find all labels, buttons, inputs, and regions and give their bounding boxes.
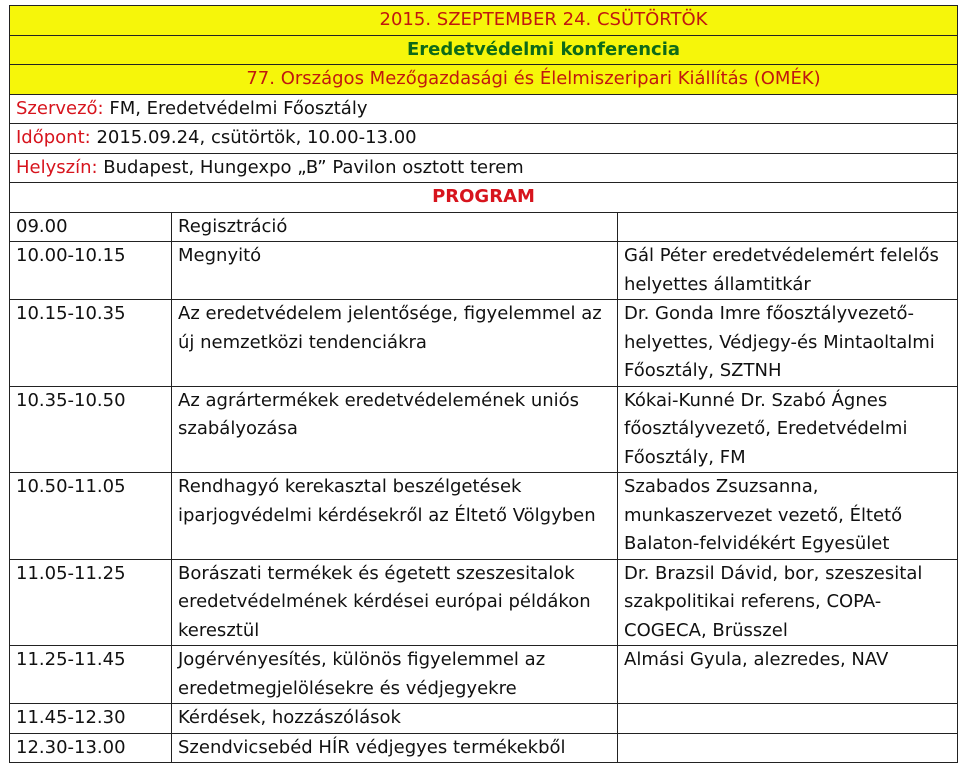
- row-time: 09.00: [10, 212, 172, 242]
- schedule-row: [10, 212, 958, 242]
- row-time: 10.15-10.35: [10, 300, 172, 387]
- event-name: 77. Országos Mezőgazdasági és Élelmiszeripari Kiállítás (OMÉK): [246, 68, 821, 89]
- row-time: 10.00-10.15: [10, 242, 172, 300]
- row-speaker: Gál Péter eredetvédelemért felelős helyettes államtitkár: [618, 242, 958, 300]
- schedule-row: [10, 733, 958, 763]
- schedule-row: [10, 386, 958, 473]
- program-title: PROGRAM: [10, 183, 958, 213]
- row-speaker: Dr. Brazsil Dávid, bor, szeszesital szakpolitikai referens, COPA-COGECA, Brüsszel: [618, 559, 958, 646]
- organizer-label: Szervező:: [16, 97, 104, 119]
- row-time: 11.25-11.45: [10, 646, 172, 704]
- row-topic: Megnyitó: [172, 242, 618, 300]
- row-speaker: Almási Gyula, alezredes, NAV: [618, 646, 958, 704]
- place-value: Budapest, Hungexpo „B” Pavilon osztott terem: [103, 156, 524, 178]
- row-topic: Az agrártermékek eredetvédelemének uniós szabályozása: [172, 386, 618, 473]
- schedule-row: [10, 473, 958, 560]
- row-speaker: Szabados Zsuzsanna, munkaszervezet vezető, Éltető Balaton-felvidékért Egyesület: [618, 473, 958, 560]
- header-date-row: [10, 6, 958, 36]
- schedule-row: [10, 300, 958, 387]
- row-topic: Borászati termékek és égetett szeszesitalok eredetvédelmének kérdései európai példákon keresztül: [172, 559, 618, 646]
- row-time: 11.45-12.30: [10, 704, 172, 734]
- time-row: [10, 124, 958, 154]
- row-speaker: Dr. Gonda Imre főosztályvezető-helyettes, Védjegy-és Mintaoltalmi Főosztály, SZTNH: [618, 300, 958, 387]
- conference-title: Eredetvédelmi konferencia: [406, 38, 681, 60]
- organizer-row: [10, 94, 958, 124]
- time-value: 2015.09.24, csütörtök, 10.00-13.00: [96, 127, 417, 148]
- row-time: 10.35-10.50: [10, 386, 172, 473]
- header-conference-row: [10, 35, 958, 65]
- time-label: Időpont:: [16, 127, 91, 148]
- row-time: 12.30-13.00: [10, 733, 172, 763]
- row-speaker: [618, 704, 958, 734]
- row-speaker: [618, 212, 958, 242]
- program-title-row: [10, 183, 958, 213]
- place-label: Helyszín:: [16, 156, 98, 178]
- schedule-row: [10, 704, 958, 734]
- organizer-value: FM, Eredetvédelmi Főosztály: [109, 97, 368, 119]
- schedule-row: [10, 242, 958, 300]
- row-time: 11.05-11.25: [10, 559, 172, 646]
- row-topic: Rendhagyó kerekasztal beszélgetések iparjogvédelmi kérdésekről az Éltető Völgyben: [172, 473, 618, 560]
- row-speaker: Kókai-Kunné Dr. Szabó Ágnes főosztályvezető, Eredetvédelmi Főosztály, FM: [618, 386, 958, 473]
- row-topic: Jogérvényesítés, különös figyelemmel az eredetmegjelölésekre és védjegyekre: [172, 646, 618, 704]
- event-date: 2015. SZEPTEMBER 24. CSÜTÖRTÖK: [379, 9, 708, 30]
- program-table: [9, 5, 958, 763]
- schedule-row: [10, 559, 958, 646]
- row-topic: Regisztráció: [172, 212, 618, 242]
- schedule-row: [10, 646, 958, 704]
- row-speaker: [618, 733, 958, 763]
- header-event-row: [10, 65, 958, 95]
- row-topic: Kérdések, hozzászólások: [172, 704, 618, 734]
- row-topic: Szendvicsebéd HÍR védjegyes termékekből: [172, 733, 618, 763]
- place-row: [10, 153, 958, 183]
- row-topic: Az eredetvédelem jelentősége, figyelemmel az új nemzetközi tendenciákra: [172, 300, 618, 387]
- row-time: 10.50-11.05: [10, 473, 172, 560]
